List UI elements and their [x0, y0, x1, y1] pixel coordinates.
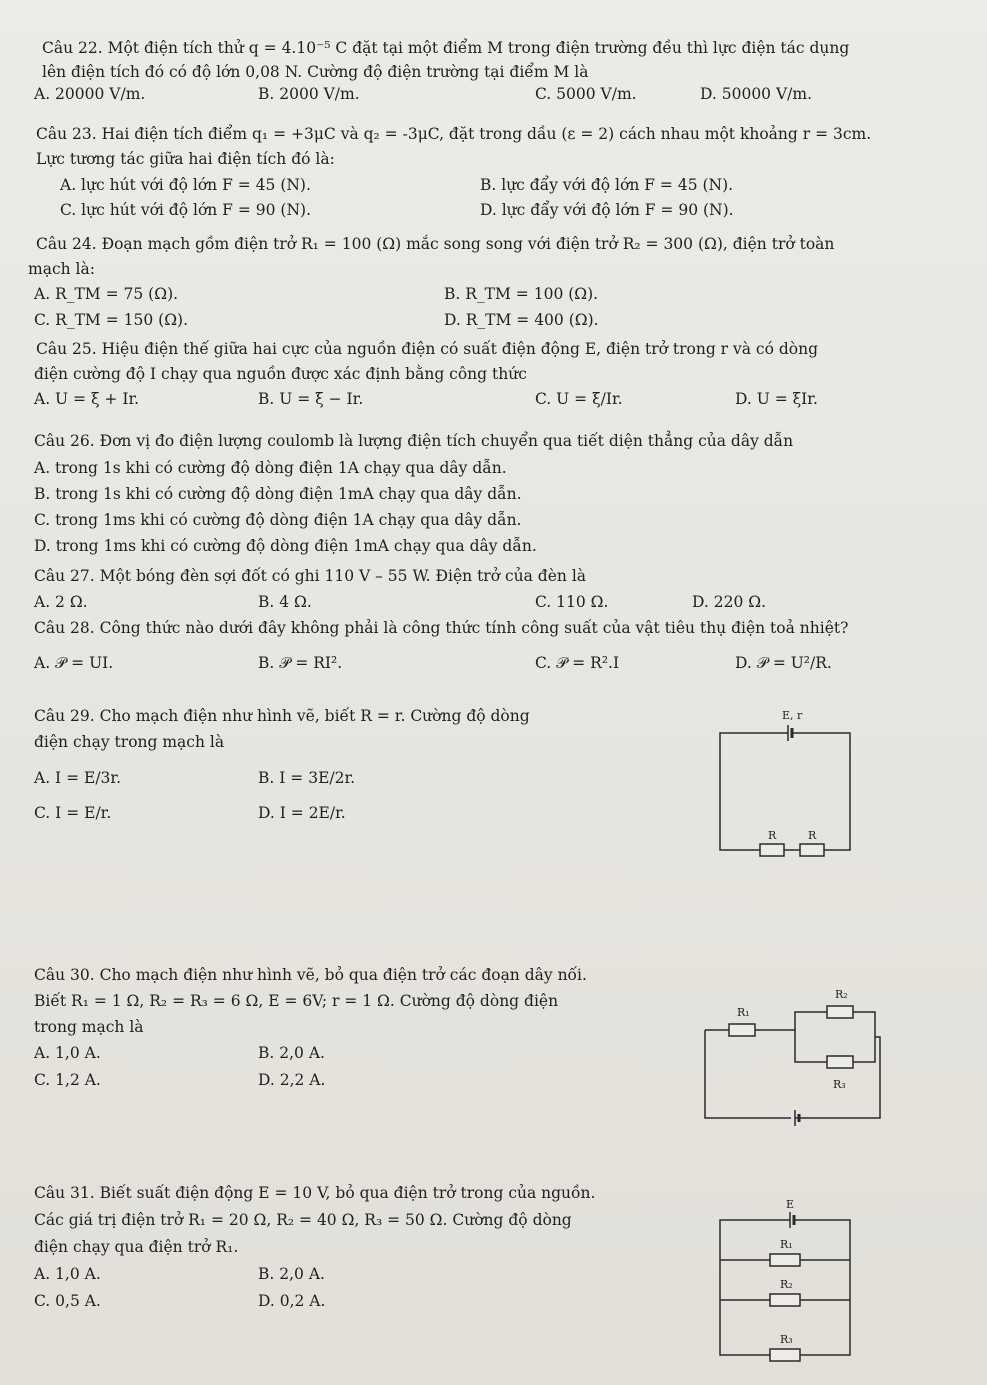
- q30-wire-top-left: [755, 1012, 827, 1030]
- q25-option-b: B. U = ξ − Ir.: [258, 390, 364, 408]
- q28-option-c: C. 𝒫 = R².I: [535, 654, 620, 672]
- q29-source-label: E, r: [782, 709, 803, 722]
- q23-option-a: A. lực hút với độ lớn F = 45 (N).: [60, 176, 311, 194]
- q29-wire-left: [720, 733, 788, 850]
- q26-stem-line1: Câu 26. Đơn vị đo điện lượng coulomb là lượng điện tích chuyển qua tiết diện thẳng của dây dẫn: [34, 432, 794, 450]
- q31-source-label: E: [786, 1198, 795, 1211]
- q30-resistor-r1: [729, 1024, 755, 1036]
- q30-r3-label: R₃: [833, 1078, 846, 1091]
- q23-option-b: B. lực đẩy với độ lớn F = 45 (N).: [480, 176, 734, 194]
- q22-option-d: D. 50000 V/m.: [700, 85, 813, 103]
- q30-stem-line1: Câu 30. Cho mạch điện như hình vẽ, bỏ qua điện trở các đoạn dây nối.: [34, 966, 587, 984]
- q28-stem-line1: Câu 28. Công thức nào dưới đây không phải là công thức tính công suất của vật tiêu thụ điện toả nhiệt?: [34, 619, 849, 637]
- q31-circuit-diagram: [700, 1200, 870, 1365]
- q31-option-d: D. 0,2 A.: [258, 1292, 326, 1310]
- q31-r1-label: R₁: [780, 1238, 793, 1251]
- q29-circuit-svg: [700, 705, 870, 865]
- q27-option-b: B. 4 Ω.: [258, 593, 312, 611]
- q24-stem-line1: Câu 24. Đoạn mạch gồm điện trở R₁ = 100 (Ω) mắc song song với điện trở R₂ = 300 (Ω), điện trở toàn: [36, 235, 835, 253]
- q24-option-d: D. R_TM = 400 (Ω).: [444, 311, 599, 329]
- q31-circuit-svg: [700, 1200, 870, 1365]
- q31-option-a: A. 1,0 A.: [34, 1265, 101, 1283]
- q30-r2-label: R₂: [835, 988, 848, 1001]
- q29-stem-line2: điện chạy trong mạch là: [34, 733, 225, 751]
- q25-option-d: D. U = ξIr.: [735, 390, 818, 408]
- q27-stem-line1: Câu 27. Một bóng đèn sợi đốt có ghi 110 V – 55 W. Điện trở của đèn là: [34, 567, 587, 585]
- q29-circuit-diagram: [700, 705, 870, 865]
- q28-option-d: D. 𝒫 = U²/R.: [735, 654, 832, 672]
- q31-stem-line3: điện chạy qua điện trở R₁.: [34, 1238, 239, 1256]
- q29-resistor-1: [760, 844, 784, 856]
- q30-option-b: B. 2,0 A.: [258, 1044, 325, 1062]
- q27-option-d: D. 220 Ω.: [692, 593, 767, 611]
- q30-r1-label: R₁: [737, 1006, 750, 1019]
- q25-stem-line1: Câu 25. Hiệu điện thế giữa hai cực của nguồn điện có suất điện động E, điện trở trong r và có dòng: [36, 340, 819, 358]
- q25-stem-line2: điện cường độ I chạy qua nguồn được xác định bằng công thức: [34, 365, 527, 383]
- q24-option-b: B. R_TM = 100 (Ω).: [444, 285, 599, 303]
- q30-resistor-r2: [827, 1006, 853, 1018]
- q31-option-c: C. 0,5 A.: [34, 1292, 101, 1310]
- q25-option-a: A. U = ξ + Ir.: [34, 390, 140, 408]
- q30-circuit-diagram: [695, 990, 885, 1140]
- q26-option-c: C. trong 1ms khi có cường độ dòng điện 1A chạy qua dây dẫn.: [34, 511, 522, 529]
- q31-resistor-r2: [770, 1294, 800, 1306]
- q30-option-c: C. 1,2 A.: [34, 1071, 101, 1089]
- q29-option-c: C. I = E/r.: [34, 804, 112, 822]
- q23-stem-line2: Lực tương tác giữa hai điện tích đó là:: [36, 150, 335, 168]
- q25-option-c: C. U = ξ/Ir.: [535, 390, 623, 408]
- q31-stem-line2: Các giá trị điện trở R₁ = 20 Ω, R₂ = 40 Ω, R₃ = 50 Ω. Cường độ dòng: [34, 1211, 572, 1229]
- q30-stem-line3: trong mạch là: [34, 1018, 144, 1036]
- q30-option-d: D. 2,2 A.: [258, 1071, 326, 1089]
- q26-option-a: A. trong 1s khi có cường độ dòng điện 1A chạy qua dây dẫn.: [34, 459, 507, 477]
- q30-resistor-r3: [827, 1056, 853, 1068]
- q29-r2-label: R: [808, 829, 817, 842]
- q31-stem-line1: Câu 31. Biết suất điện động E = 10 V, bỏ qua điện trở trong của nguồn.: [34, 1184, 596, 1202]
- q28-option-b: B. 𝒫 = RI².: [258, 654, 343, 672]
- q30-circuit-svg: [695, 990, 885, 1140]
- q22-option-b: B. 2000 V/m.: [258, 85, 360, 103]
- q22-stem-line1: Câu 22. Một điện tích thử q = 4.10⁻⁵ C đặt tại một điểm M trong điện trường đều thì lực điện tác dụng: [42, 39, 850, 57]
- q31-r2-label: R₂: [780, 1278, 793, 1291]
- q24-option-a: A. R_TM = 75 (Ω).: [34, 285, 179, 303]
- q30-wire-top-right: [853, 1012, 875, 1062]
- q27-option-a: A. 2 Ω.: [34, 593, 88, 611]
- q29-wire-right: [792, 733, 850, 850]
- q22-stem-line2: lên điện tích đó có độ lớn 0,08 N. Cường độ điện trường tại điểm M là: [42, 63, 589, 81]
- q29-option-d: D. I = 2E/r.: [258, 804, 346, 822]
- q29-option-a: A. I = E/3r.: [34, 769, 122, 787]
- q30-option-a: A. 1,0 A.: [34, 1044, 101, 1062]
- q29-r1-label: R: [768, 829, 777, 842]
- q26-option-b: B. trong 1s khi có cường độ dòng điện 1mA chạy qua dây dẫn.: [34, 485, 522, 503]
- q31-r3-label: R₃: [780, 1333, 793, 1346]
- q29-resistor-2: [800, 844, 824, 856]
- q23-stem-line1: Câu 23. Hai điện tích điểm q₁ = +3μC và q₂ = -3μC, đặt trong dầu (ε = 2) cách nhau một khoảng r = 3cm.: [36, 125, 872, 143]
- q31-resistor-r1: [770, 1254, 800, 1266]
- q29-stem-line1: Câu 29. Cho mạch điện như hình vẽ, biết R = r. Cường độ dòng: [34, 707, 530, 725]
- q31-option-b: B. 2,0 A.: [258, 1265, 325, 1283]
- q22-option-c: C. 5000 V/m.: [535, 85, 637, 103]
- q27-option-c: C. 110 Ω.: [535, 593, 609, 611]
- q26-option-d: D. trong 1ms khi có cường độ dòng điện 1mA chạy qua dây dẫn.: [34, 537, 537, 555]
- q23-option-d: D. lực đẩy với độ lớn F = 90 (N).: [480, 201, 734, 219]
- q24-option-c: C. R_TM = 150 (Ω).: [34, 311, 189, 329]
- q23-option-c: C. lực hút với độ lớn F = 90 (N).: [60, 201, 312, 219]
- q28-option-a: A. 𝒫 = UI.: [34, 654, 114, 672]
- q22-option-a: A. 20000 V/m.: [34, 85, 146, 103]
- q30-stem-line2: Biết R₁ = 1 Ω, R₂ = R₃ = 6 Ω, E = 6V; r = 1 Ω. Cường độ dòng điện: [34, 992, 559, 1010]
- q30-wire-bottom: [705, 1030, 791, 1118]
- q29-option-b: B. I = 3E/2r.: [258, 769, 356, 787]
- q31-resistor-r3: [770, 1349, 800, 1361]
- q30-wire-mid-left: [795, 1030, 827, 1062]
- q24-stem-line2: mạch là:: [28, 260, 95, 278]
